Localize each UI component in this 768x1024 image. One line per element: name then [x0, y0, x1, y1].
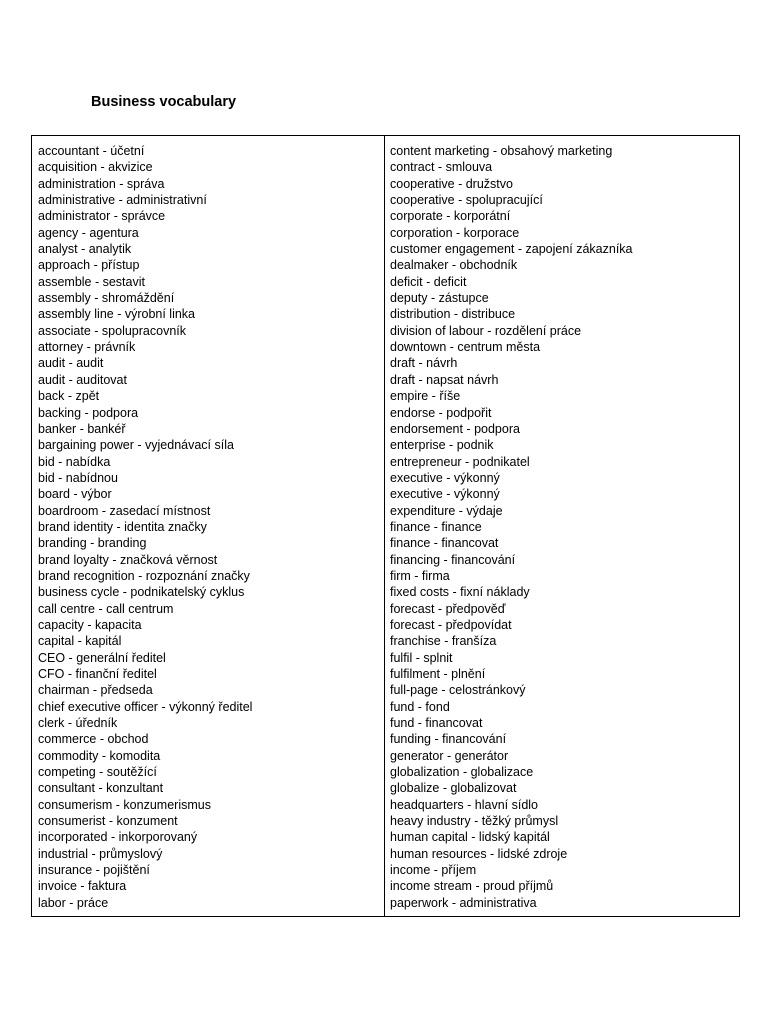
vocabulary-entry: cooperative - spolupracující	[390, 193, 543, 208]
vocabulary-entry: funding - financování	[390, 732, 507, 747]
vocabulary-entry: executive - výkonný	[390, 487, 500, 502]
vocabulary-entry: full-page - celostránkový	[390, 683, 526, 698]
vocabulary-entry: corporate - korporátní	[390, 209, 511, 224]
vocabulary-entry: call centre - call centrum	[38, 601, 174, 616]
vocabulary-entry: consumerism - konzumerismus	[38, 797, 211, 812]
vocabulary-entry: forecast - předpovídat	[390, 617, 512, 632]
vocabulary-entry: endorse - podpořit	[390, 405, 492, 420]
vocabulary-entry: empire - říše	[390, 389, 461, 404]
vocabulary-entry: income - příjem	[390, 863, 477, 878]
vocabulary-entry: bid - nabídka	[38, 454, 111, 469]
vocabulary-entry: CEO - generální ředitel	[38, 650, 166, 665]
vocabulary-entry: endorsement - podpora	[390, 421, 520, 436]
vocabulary-entry: brand identity - identita značky	[38, 519, 207, 534]
vocabulary-entry: enterprise - podnik	[390, 438, 494, 453]
vocabulary-entry: consultant - konzultant	[38, 781, 164, 796]
vocabulary-entry: acquisition - akvizice	[38, 160, 153, 175]
vocabulary-entry: distribution - distribuce	[390, 307, 516, 322]
vocabulary-entry: assemble - sestavit	[38, 274, 145, 289]
vocabulary-entry: headquarters - hlavní sídlo	[390, 797, 539, 812]
vocabulary-entry: chief executive officer - výkonný ředitel	[38, 699, 253, 714]
vocabulary-entry: banker - bankéř	[38, 421, 126, 436]
vocabulary-entry: approach - přístup	[38, 258, 140, 273]
vocabulary-entry: CFO - finanční ředitel	[38, 667, 157, 681]
vocabulary-entry: globalization - globalizace	[390, 765, 534, 780]
vocabulary-entry: human capital - lidský kapitál	[390, 830, 550, 845]
vocabulary-entry: capacity - kapacita	[38, 617, 142, 632]
vocabulary-entry: income stream - proud příjmů	[390, 879, 554, 894]
vocabulary-entry: fulfilment - plnění	[390, 667, 486, 681]
vocabulary-entry: forecast - předpověď	[390, 601, 506, 616]
vocabulary-entry: administration - správa	[38, 176, 165, 191]
vocabulary-entry: associate - spolupracovník	[38, 323, 186, 338]
vocabulary-entry: chairman - předseda	[38, 683, 153, 698]
vocabulary-entry: administrator - správce	[38, 209, 166, 224]
vocabulary-entry: downtown - centrum města	[390, 340, 541, 355]
vocabulary-entry: administrative - administrativní	[38, 193, 207, 208]
vocabulary-entry: agency - agentura	[38, 225, 139, 240]
vocabulary-entry: branding - branding	[38, 536, 147, 551]
vocabulary-table	[31, 135, 740, 917]
vocabulary-entry: commerce - obchod	[38, 732, 149, 747]
vocabulary-entry: entrepreneur - podnikatel	[390, 454, 530, 469]
vocabulary-entry: draft - návrh	[390, 356, 458, 371]
vocabulary-entry: financing - financování	[390, 552, 516, 567]
vocabulary-entry: dealmaker - obchodník	[390, 258, 518, 273]
vocabulary-entry: backing - podpora	[38, 405, 139, 420]
vocabulary-entry: content marketing - obsahový marketing	[390, 144, 613, 158]
vocabulary-entry: fixed costs - fixní náklady	[390, 585, 530, 600]
vocabulary-entry: fund - fond	[390, 699, 450, 714]
vocabulary-entry: business cycle - podnikatelský cyklus	[38, 585, 245, 600]
vocabulary-entry: audit - auditovat	[38, 372, 127, 387]
vocabulary-entry: assembly line - výrobní linka	[38, 307, 196, 322]
vocabulary-entry: insurance - pojištění	[38, 863, 150, 878]
vocabulary-entry: firm - firma	[390, 568, 450, 583]
vocabulary-entry: fulfil - splnit	[390, 650, 453, 665]
vocabulary-entry: corporation - korporace	[390, 225, 520, 240]
vocabulary-entry: paperwork - administrativa	[390, 895, 537, 910]
vocabulary-entry: accountant - účetní	[38, 144, 145, 158]
vocabulary-entry: bid - nabídnou	[38, 470, 118, 485]
vocabulary-entry: industrial - průmyslový	[38, 846, 163, 861]
vocabulary-entry: incorporated - inkorporovaný	[38, 830, 198, 845]
vocabulary-entry: brand loyalty - značková věrnost	[38, 552, 218, 567]
vocabulary-entry: heavy industry - těžký průmysl	[390, 814, 559, 829]
vocabulary-entry: brand recognition - rozpoznání značky	[38, 568, 250, 583]
vocabulary-entry: deficit - deficit	[390, 274, 467, 289]
vocabulary-entry: boardroom - zasedací místnost	[38, 503, 211, 518]
vocabulary-entry: invoice - faktura	[38, 879, 127, 894]
vocabulary-entry: human resources - lidské zdroje	[390, 846, 568, 861]
vocabulary-entry: executive - výkonný	[390, 470, 500, 485]
vocabulary-entry: deputy - zástupce	[390, 291, 489, 306]
vocabulary-entry: labor - práce	[38, 895, 109, 910]
vocabulary-entry: consumerist - konzument	[38, 814, 178, 829]
vocabulary-column-left	[32, 136, 385, 916]
vocabulary-entry: commodity - komodita	[38, 748, 161, 763]
vocabulary-entry: generator - generátor	[390, 748, 509, 763]
vocabulary-entry: draft - napsat návrh	[390, 372, 499, 387]
vocabulary-entry: cooperative - družstvo	[390, 176, 513, 191]
vocabulary-entry: globalize - globalizovat	[390, 781, 517, 796]
vocabulary-entry: franchise - franšíza	[390, 634, 497, 649]
vocabulary-entry: finance - financovat	[390, 536, 499, 551]
vocabulary-entry: finance - finance	[390, 519, 482, 534]
vocabulary-entry: bargaining power - vyjednávací síla	[38, 438, 234, 453]
vocabulary-entry: contract - smlouva	[390, 160, 493, 175]
vocabulary-entry: attorney - právník	[38, 340, 136, 355]
vocabulary-column-right	[385, 136, 739, 916]
vocabulary-entry: analyst - analytik	[38, 242, 132, 257]
vocabulary-entry: back - zpět	[38, 389, 100, 404]
vocabulary-entry: customer engagement - zapojení zákazníka	[390, 242, 633, 257]
vocabulary-entry: competing - soutěžící	[38, 765, 157, 780]
vocabulary-entry: clerk - úředník	[38, 716, 118, 731]
vocabulary-entry: division of labour - rozdělení práce	[390, 323, 582, 338]
vocabulary-entry: fund - financovat	[390, 716, 483, 731]
page-title: Business vocabulary	[91, 94, 237, 110]
vocabulary-entry: expenditure - výdaje	[390, 503, 503, 518]
vocabulary-entry: capital - kapitál	[38, 634, 122, 649]
vocabulary-entry: audit - audit	[38, 356, 104, 371]
vocabulary-entry: board - výbor	[38, 487, 112, 502]
vocabulary-entry: assembly - shromáždění	[38, 291, 175, 306]
